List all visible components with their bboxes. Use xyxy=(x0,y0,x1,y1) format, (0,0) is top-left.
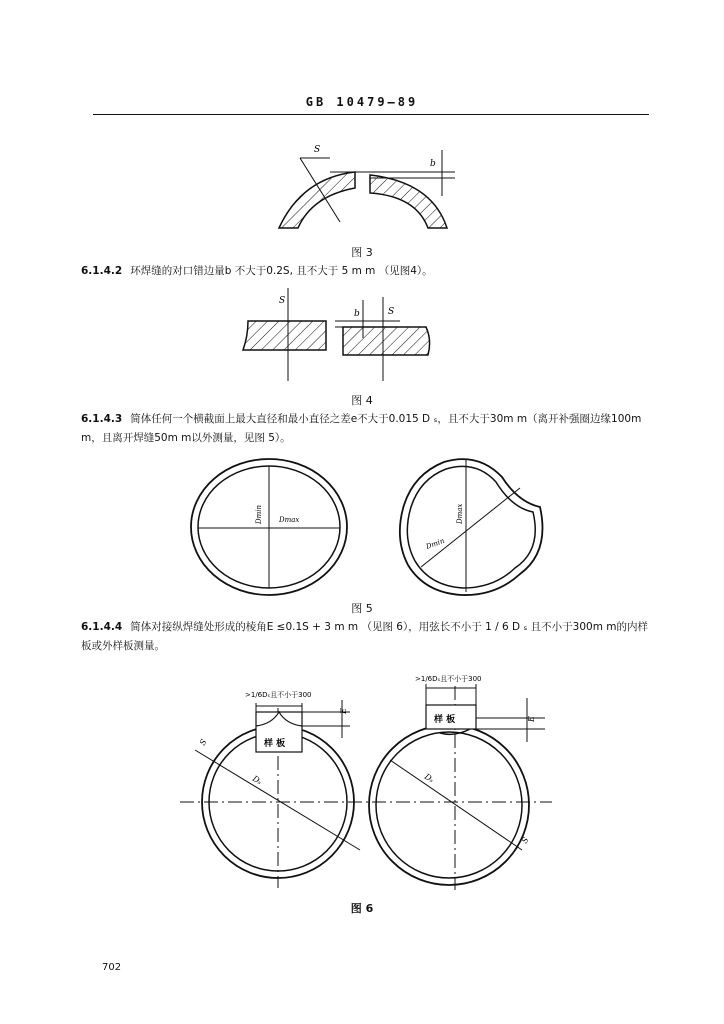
fig6-left-s: S xyxy=(197,737,209,747)
fig6-left-d: Dₛ xyxy=(251,773,264,787)
figure-6-caption: 图 6 xyxy=(350,902,374,915)
fig6-left-e: E xyxy=(339,708,348,714)
fig5-right-dmin: Dmin xyxy=(424,536,446,551)
fig3-label-b: b xyxy=(430,159,436,169)
fig6-right-inner xyxy=(376,732,522,878)
section-number: 6.1.4.2 xyxy=(81,265,123,277)
figure-3-caption: 图 3 xyxy=(351,246,373,259)
figure-4-caption: 图 4 xyxy=(351,394,373,407)
fig6-right-e: E xyxy=(527,716,536,722)
fig4-label-s-left: S xyxy=(279,296,286,306)
fig6-right-d: Dₛ xyxy=(423,771,436,785)
page-header: GB 10479—89 xyxy=(305,95,419,109)
fig6-right-outer xyxy=(369,725,529,885)
fig6-right-note: >1/6Dₛ且不小于300 xyxy=(415,675,482,683)
fig5-left-dmin: Dmin xyxy=(255,505,263,524)
fig4-label-s-right: S xyxy=(388,307,395,317)
section-number: 6.1.4.3 xyxy=(81,413,123,425)
fig6-left-template-label: 样 板 xyxy=(264,739,286,749)
section-number: 6.1.4.4 xyxy=(81,621,123,633)
section-text: 环焊缝的对口错边量b 不大于0.2S, 且不大于 5 m m （见图4）。 xyxy=(130,265,433,277)
fig6-right-s: S xyxy=(519,835,531,845)
fig5-right-dmax: Dmax xyxy=(456,503,464,524)
section-text: 简体任何一个横截面上最大直径和最小直径之差e不大于0.015 D ₛ，且不大于30m m（离开补强圈边缘100m m，且离开焊缝50m m以外测量，见图 5）。 xyxy=(81,413,642,444)
fig5-left-dmax: Dmax xyxy=(279,516,300,524)
fig3-label-s: S xyxy=(314,145,321,155)
page-number: 702 xyxy=(102,962,122,973)
fig6-left-note: >1/6Dₛ且不小于300 xyxy=(245,691,312,699)
fig4-label-b: b xyxy=(354,309,360,319)
figure-5-caption: 图 5 xyxy=(351,602,373,615)
section-text: 简体对接纵焊缝处形成的棱角E ≤0.1S + 3 m m （见图 6），用弦长不小于 1 / 6 D ₛ 且不小于300m m的内样板或外样板测量。 xyxy=(81,621,648,652)
fig6-right-template-label: 样 板 xyxy=(434,715,456,725)
